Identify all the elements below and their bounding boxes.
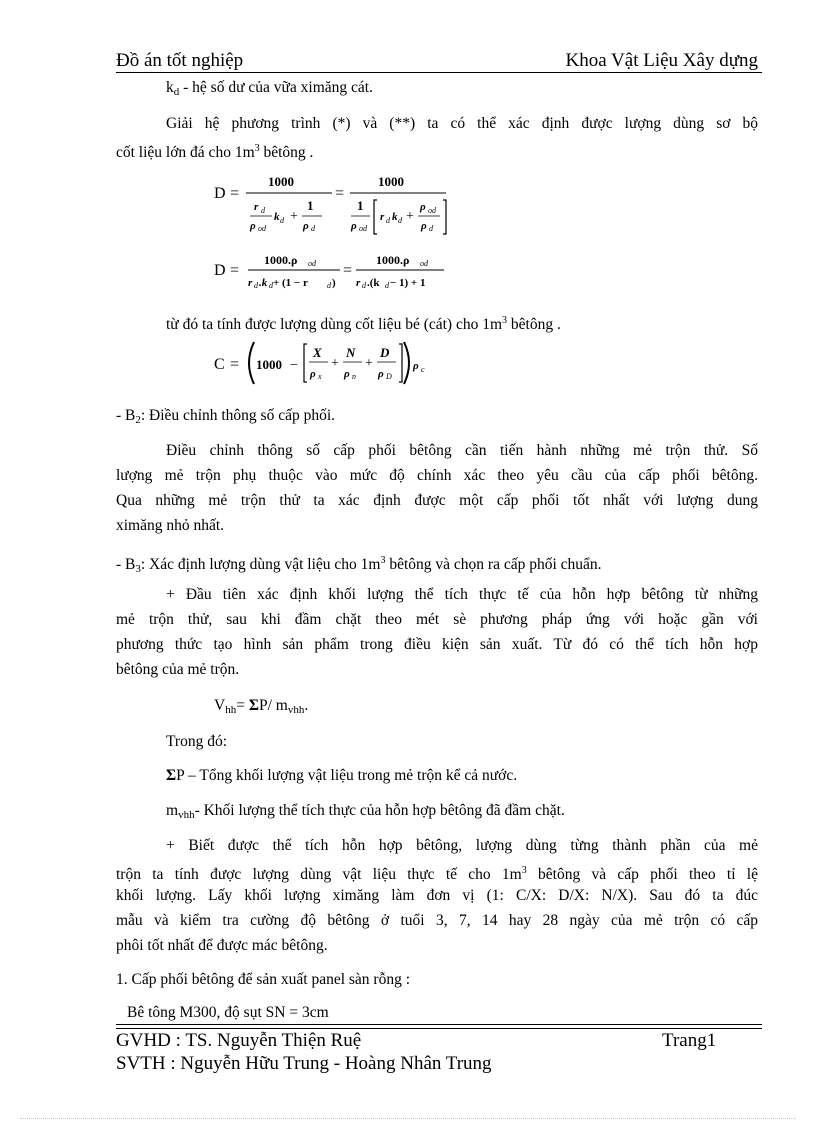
f1-rd2-sub: d: [386, 216, 390, 225]
sigma-p-def: [166, 766, 517, 786]
header-right: Khoa Vật Liệu Xây dựng: [565, 50, 758, 71]
f1-k: k: [274, 211, 280, 223]
para2-cube: 3: [502, 315, 508, 326]
item-1: 1. Cấp phối bêtông để sản xuất panel sàn rỗng :: [116, 971, 411, 988]
f1-one: 1: [307, 198, 314, 213]
f3-lbracket: [304, 344, 307, 382]
m-sym: m: [166, 802, 179, 819]
step-b3: [116, 551, 602, 579]
m-sub: vhh: [178, 809, 195, 821]
f1-eq2: =: [335, 185, 345, 202]
footer-row-1: [116, 1030, 762, 1052]
formula-d-1-svg: [210, 168, 460, 240]
f1-lbracket: [374, 200, 377, 234]
f1-rho-d: ρ: [303, 220, 309, 232]
b2-sub: 2: [135, 414, 141, 426]
f1-num2: 1000: [378, 174, 404, 189]
para2-text: từ đó ta tính được lượng dùng cốt liệu bé (cát) cho 1m: [166, 316, 503, 333]
vhh-sigma: Σ: [248, 697, 259, 714]
f3-rho-n-sub: n: [352, 372, 356, 381]
header-rule: [116, 72, 762, 73]
vhh-v: V: [214, 697, 226, 714]
f2-den-k-sub: d: [269, 281, 273, 290]
para2: [166, 311, 561, 335]
f1-D: D: [214, 185, 226, 202]
m-text: - Khối lượng thể tích thực của hỗn hợp bêtông đã đầm chặt.: [194, 802, 565, 819]
f1-rho-od3: ρ: [420, 201, 426, 213]
f3-D: D: [380, 345, 390, 360]
f2-den2-r-sub: d: [362, 281, 366, 290]
para2-end: bêtông .: [507, 316, 561, 333]
f3-plus2: +: [365, 356, 373, 371]
f1-rho-d-sub: d: [311, 224, 315, 233]
trong-do: Trong đó:: [166, 733, 228, 750]
f3-lparen: [249, 342, 254, 384]
f3-plus1: +: [331, 356, 339, 371]
formula-d-2: [210, 248, 450, 299]
f3-1000: 1000: [256, 357, 282, 372]
para5-line2: [116, 861, 758, 885]
f2-eq2: =: [343, 262, 353, 279]
para3-line4: ximăng nhỏ nhất.: [116, 517, 225, 534]
f1-one2: 1: [357, 198, 364, 213]
para5-cube: 3: [521, 865, 527, 876]
f1-k-sub: d: [280, 216, 284, 225]
page-header: [116, 50, 762, 74]
vhh-rest: P/ m: [258, 697, 288, 714]
f3-rho-x: ρ: [310, 368, 316, 380]
kd-subscript: d: [173, 86, 180, 98]
f3-X: X: [313, 345, 322, 360]
b3-sub: 3: [135, 563, 141, 575]
para1-line2-end: bêtông .: [259, 144, 314, 161]
f1-num1: 1000: [268, 174, 294, 189]
f2-den-r-sub: d: [254, 281, 258, 290]
b3-text-a: : Xác định lượng dùng vật liệu cho 1m: [140, 556, 381, 573]
footer-rule-1: [116, 1024, 762, 1025]
b3-prefix: - B: [116, 556, 136, 573]
f3-rho-c-sub: c: [421, 365, 425, 374]
footer-gvhd: GVHD : TS. Nguyễn Thiện Ruệ: [116, 1030, 362, 1051]
header-left: Đồ án tốt nghiệp: [116, 50, 244, 71]
formula-c-svg: [210, 338, 430, 388]
f3-eq: =: [230, 356, 240, 373]
mvhh-def: [166, 801, 565, 825]
kd-symbol: k: [166, 79, 174, 96]
para3-line2: lượng mẻ trộn phụ thuộc vào mức độ chính xác theo yêu cầu của cấp phối bêtông.: [116, 467, 758, 484]
f1-k2-sub: d: [398, 216, 402, 225]
f1-rho-od2: ρ: [351, 220, 357, 232]
f2-num1: 1000.ρ: [264, 253, 298, 267]
para1-line2-text: cốt liệu lớn đá cho 1m: [116, 144, 255, 161]
para1-line1: Giải hệ phương trình (*) và (**) ta có thể xác định được lượng dùng sơ bộ: [166, 115, 758, 132]
para5-line2-a: trộn ta tính được lượng dùng vật liệu thực tế cho 1m: [116, 866, 522, 883]
page-bottom-dotted-edge: [20, 1118, 796, 1119]
f1-plus1: +: [290, 209, 298, 224]
f3-rho-D: ρ: [378, 368, 384, 380]
f1-rho-od-sub: od: [258, 224, 266, 233]
f2-den2-rest: − 1) + 1: [390, 277, 426, 289]
f2-eq1: =: [230, 262, 240, 279]
f3-rho-D-sub: D: [386, 372, 392, 381]
f1-plus2: +: [406, 209, 414, 224]
b2-text: : Điều chỉnh thông số cấp phối.: [140, 407, 336, 424]
f1-rho-d2: ρ: [421, 220, 427, 232]
f1-rbracket: [443, 200, 446, 234]
f2-den-rd-sub: d: [327, 281, 331, 290]
f2-den2-r: r: [356, 277, 361, 289]
vhh-formula: [214, 696, 308, 720]
para5-line4: mẫu và kiểm tra cường độ bêtông ở tuổi 3, 7, 14 hay 28 ngày của mẻ trộn có cấp: [116, 912, 758, 929]
para4-line4: bêtông của mẻ trộn.: [116, 661, 240, 678]
f1-rd2: r: [380, 211, 385, 223]
kd-definition: [166, 78, 373, 102]
f1-eq1: =: [230, 185, 240, 202]
f3-rho-x-sub: x: [318, 372, 322, 381]
f2-num2: 1000.ρ: [376, 253, 410, 267]
b3-text-b: bêtông và chọn ra cấp phối chuẩn.: [385, 556, 602, 573]
para3-line3: Qua những mẻ trộn thử ta xác định được một cấp phối tốt nhất với lượng dung: [116, 492, 758, 509]
f1-rho-d2-sub: d: [429, 224, 433, 233]
f1-rd-sub: d: [261, 206, 265, 215]
item-1-sub: Bê tông M300, độ sụt SN = 3cm: [127, 1004, 329, 1021]
para3-line1: Điều chỉnh thông số cấp phối bêtông cần tiến hành những mẻ trộn thử. Số: [166, 442, 758, 459]
f1-rho-od: ρ: [250, 220, 256, 232]
b3-cube: 3: [380, 555, 386, 566]
f1-k2: k: [392, 211, 398, 223]
vhh-sub2: vhh: [287, 704, 305, 716]
vhh-sub: hh: [225, 704, 237, 716]
formula-d-2-svg: [210, 248, 450, 294]
f2-den2-k-sub: d: [385, 281, 389, 290]
b2-prefix: - B: [116, 407, 136, 424]
para5-line3: khối lượng. Lấy khối lượng ximăng làm đơn vị (1: C/X: D/X: N/X). Sau đó ta đúc: [116, 887, 758, 904]
sp-text: P – Tổng khối lượng vật liệu trong mẻ trộn kể cả nước.: [176, 767, 518, 784]
f3-rparen: [404, 342, 409, 384]
para4-line3: phương thức tạo hình sản phẩm trong điều kiện sản xuất. Từ đó có thể tích hỗn hợp: [116, 636, 758, 653]
para5-line1: + Biết được thể tích hỗn hợp bêtông, lượng dùng từng thành phần của mẻ: [166, 837, 758, 854]
f3-rho-n: ρ: [344, 368, 350, 380]
f2-num1-sub: od: [308, 259, 316, 268]
f1-rd: r: [254, 201, 259, 213]
formula-d-1: [210, 168, 460, 245]
f3-N: N: [346, 345, 356, 360]
f1-rho-od3-sub: od: [428, 206, 436, 215]
f2-den2-k: .(k: [367, 277, 380, 289]
f2-den-close: ): [332, 277, 336, 289]
f2-den-r: r: [248, 277, 253, 289]
f3-rho-c: ρ: [413, 360, 419, 372]
f2-num2-sub: od: [420, 259, 428, 268]
para5-line5: phôi tốt nhất để được mác bêtông.: [116, 937, 328, 954]
f2-den-paren: + (1 − r: [273, 277, 308, 289]
para1-line2: [116, 139, 313, 163]
f1-rho-od2-sub: od: [359, 224, 367, 233]
f3-rbracket: [399, 344, 402, 382]
sp-sigma: Σ: [166, 767, 177, 784]
vhh-eq: =: [236, 697, 249, 714]
vhh-dot: .: [304, 697, 309, 714]
kd-text: - hệ số dư của vữa ximăng cát.: [179, 79, 373, 96]
footer-page-number: Trang1: [662, 1030, 717, 1051]
f3-minus: −: [290, 358, 298, 373]
formula-c: [210, 338, 430, 393]
f2-den-k: .k: [259, 277, 268, 289]
para4-line2: mẻ trộn thử, sau khi đầm chặt theo mét sè phương pháp ứng với hoặc gần với: [116, 611, 758, 628]
footer-svth: SVTH : Nguyễn Hữu Trung - Hoàng Nhân Trung: [116, 1053, 492, 1074]
footer-rule-2: [116, 1028, 762, 1029]
f2-D: D: [214, 262, 226, 279]
f3-C: C: [214, 356, 225, 373]
cube-sup: 3: [254, 143, 260, 154]
para5-line2-b: bêtông và cấp phối theo tỉ lệ: [526, 866, 758, 883]
para4-line1: + Đầu tiên xác định khối lượng thể tích thực tế của hỗn hợp bêtông từ những: [166, 586, 758, 603]
step-b2: [116, 406, 335, 430]
